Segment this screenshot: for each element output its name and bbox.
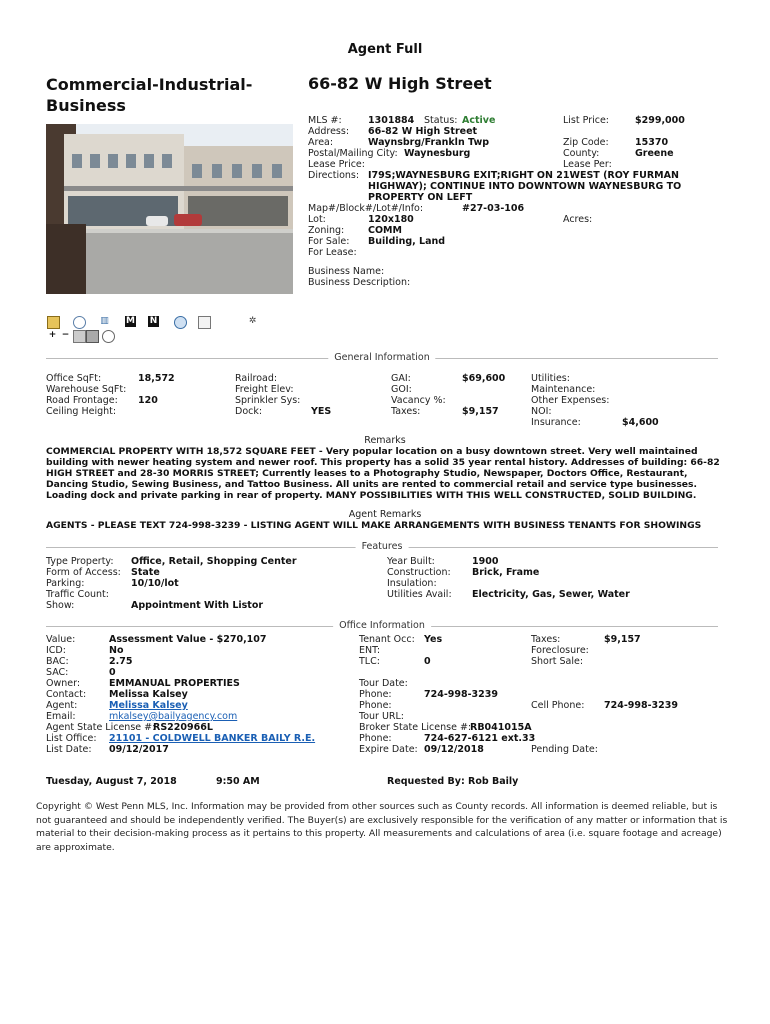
- globe-icon[interactable]: [174, 316, 187, 329]
- phone-1-label: Phone:: [359, 689, 392, 700]
- type-property-label: Type Property:: [46, 556, 114, 567]
- utilities-avail-value: Electricity, Gas, Sewer, Water: [472, 589, 630, 600]
- directions-line-3: PROPERTY ON LEFT: [368, 192, 473, 203]
- copyright-line-2: not guaranteed and should be independently verified. The Buyer(s) are exclusively responsible for the verification of any matter or information that is: [36, 814, 728, 826]
- email-label: Email:: [46, 711, 76, 722]
- gai-value: $69,600: [462, 373, 506, 384]
- form-of-access-value: State: [131, 567, 160, 578]
- tenant-occ-value: Yes: [424, 634, 443, 645]
- utilities-label: Utilities:: [531, 373, 570, 384]
- property-type-heading: Commercial-Industrial-Business: [46, 75, 253, 115]
- office-info-heading: Office Information: [333, 620, 431, 631]
- camera-icon[interactable]: [102, 330, 115, 343]
- acres-label: Acres:: [563, 214, 593, 225]
- expire-date-label: Expire Date:: [359, 744, 418, 755]
- county-label: County:: [563, 148, 600, 159]
- remarks-line-3: HIGH STREET and 28-30 MORRIS STREET; Currently leases to a Photography Studio, Newspaper, Doctors Office, Restaurant,: [46, 468, 688, 479]
- list-date-value: 09/12/2017: [109, 744, 169, 755]
- owner-label: Owner:: [46, 678, 81, 689]
- office-taxes-value: $9,157: [604, 634, 641, 645]
- remarks-line-1: COMMERCIAL PROPERTY WITH 18,572 SQUARE FEET - Very popular location on a busy downtown street. Very well maintained: [46, 446, 698, 457]
- office-taxes-label: Taxes:: [531, 634, 561, 645]
- bac-value: 2.75: [109, 656, 133, 667]
- parking-value: 10/10/lot: [131, 578, 179, 589]
- remarks-line-2: building with newer heating system and newer roof. This property has a solid 35 year rental history. Addresses of building: 66-82: [46, 457, 720, 468]
- remarks-line-5: Loading dock and private parking in rear of property. MANY POSSIBILITIES WITH THIS WELL CONSTRUCTED, SOLID BUILDING.: [46, 490, 697, 501]
- goi-label: GOI:: [391, 384, 412, 395]
- copyright-line-4: are approximate.: [36, 841, 115, 853]
- email-link[interactable]: mkalsey@bailyagency.com: [109, 711, 238, 722]
- agent-label: Agent:: [46, 700, 78, 711]
- agent-remarks-heading: Agent Remarks: [348, 509, 422, 520]
- railroad-label: Railroad:: [235, 373, 278, 384]
- copyright-line-1: Copyright © West Penn MLS, Inc. Information may be provided from other sources such as County records. All information is deemed reliable, but is: [36, 801, 718, 812]
- zoning-value: COMM: [368, 225, 402, 236]
- short-sale-label: Short Sale:: [531, 656, 584, 667]
- pending-date-label: Pending Date:: [531, 744, 598, 755]
- directions-label: Directions:: [308, 170, 360, 181]
- list-office-label: List Office:: [46, 733, 97, 744]
- parking-label: Parking:: [46, 578, 85, 589]
- lot-value: 120x180: [368, 214, 414, 225]
- mls-label: MLS #:: [308, 115, 342, 126]
- list-date-label: List Date:: [46, 744, 92, 755]
- list-office-link[interactable]: 21101 - COLDWELL BANKER BAILY R.E.: [109, 733, 316, 744]
- for-sale-value: Building, Land: [368, 236, 446, 247]
- agent-link[interactable]: Melissa Kalsey: [109, 700, 188, 711]
- insurance-value: $4,600: [622, 417, 659, 428]
- remarks-line-4: Dancing Studio, Sewing Business, and Tattoo Business. All units are rented to commercial retail and service type businesses.: [46, 479, 697, 490]
- bank-icon[interactable]: ▥: [100, 316, 109, 326]
- broker-license-value: RB041015A: [470, 722, 532, 733]
- features-divider: [46, 541, 718, 553]
- zip-value: 15370: [635, 137, 669, 148]
- features-heading: Features: [356, 541, 409, 552]
- year-built-label: Year Built:: [387, 556, 435, 567]
- copyright-notice: [36, 800, 736, 854]
- foreclosure-label: Foreclosure:: [531, 645, 589, 656]
- form-of-access-label: Form of Access:: [46, 567, 121, 578]
- business-desc-label: Business Description:: [308, 277, 411, 288]
- status-badge: Active: [462, 115, 496, 126]
- taxes-value: $9,157: [462, 406, 499, 417]
- utilities-avail-label: Utilities Avail:: [387, 589, 452, 600]
- chart-icon[interactable]: [73, 330, 86, 343]
- postal-label: Postal/Mailing City:: [308, 148, 398, 159]
- office-info-divider: [46, 620, 718, 632]
- owner-value: EMMANUAL PROPERTIES: [109, 678, 240, 689]
- for-lease-label: For Lease:: [308, 247, 357, 258]
- page-title: Agent Full: [347, 42, 423, 57]
- contact-value: Melissa Kalsey: [109, 689, 188, 700]
- icd-label: ICD:: [46, 645, 66, 656]
- other-expenses-label: Other Expenses:: [531, 395, 610, 406]
- remarks-heading: Remarks: [364, 435, 406, 446]
- area-label: Area:: [308, 137, 334, 148]
- office-sqft-value: 18,572: [138, 373, 175, 384]
- area-value: Waynsbrg/Frankln Twp: [368, 137, 490, 148]
- dock-label: Dock:: [235, 406, 263, 417]
- n-icon[interactable]: N: [149, 316, 158, 326]
- address-label: Address:: [308, 126, 350, 137]
- zoning-label: Zoning:: [308, 225, 345, 236]
- directions-line-1: I79S;WAYNESBURG EXIT;RIGHT ON 21WEST (ROY FURMAN: [368, 170, 679, 181]
- agent-remarks-text: AGENTS - PLEASE TEXT 724-998-3239 - LISTING AGENT WILL MAKE ARRANGEMENTS WITH BUSINESS TENANTS FOR SHOWINGS: [46, 520, 702, 531]
- m-icon[interactable]: M: [126, 316, 135, 326]
- broker-license-label: Broker State License #:: [359, 722, 472, 733]
- plus-icon[interactable]: +: [48, 330, 57, 340]
- address-value: 66-82 W High Street: [368, 126, 478, 137]
- traffic-count-label: Traffic Count:: [46, 589, 109, 600]
- freight-elev-label: Freight Elev:: [235, 384, 294, 395]
- construction-value: Brick, Frame: [472, 567, 540, 578]
- phone-3-value: 724-627-6121 ext.33: [424, 733, 536, 744]
- dock-value: YES: [311, 406, 332, 417]
- sac-label: SAC:: [46, 667, 69, 678]
- status-label: Status:: [424, 115, 458, 126]
- sac-value: 0: [109, 667, 116, 678]
- property-photo[interactable]: [46, 124, 293, 294]
- tour-url-label: Tour URL:: [359, 711, 404, 722]
- road-frontage-value: 120: [138, 395, 158, 406]
- construction-label: Construction:: [387, 567, 451, 578]
- clock-icon[interactable]: [73, 316, 86, 329]
- ceiling-height-label: Ceiling Height:: [46, 406, 117, 417]
- lease-per-label: Lease Per:: [563, 159, 612, 170]
- icd-value: No: [109, 645, 124, 656]
- lease-price-label: Lease Price:: [308, 159, 365, 170]
- gai-label: GAI:: [391, 373, 411, 384]
- map-label: Map#/Block#/Lot#/Info:: [308, 203, 424, 214]
- general-info-divider: [46, 352, 718, 364]
- phone-1-value: 724-998-3239: [424, 689, 498, 700]
- bac-label: BAC:: [46, 656, 69, 667]
- tlc-label: TLC:: [359, 656, 380, 667]
- contact-label: Contact:: [46, 689, 87, 700]
- insulation-label: Insulation:: [387, 578, 437, 589]
- calculator-icon[interactable]: [86, 330, 99, 343]
- maintenance-label: Maintenance:: [531, 384, 596, 395]
- directions-line-2: HIGHWAY); CONTINUE INTO DOWNTOWN WAYNESBURG TO: [368, 181, 682, 192]
- copyright-line-3: material to their decision-making process as it pertains to this property. All measurements and calculations of area (i.e. square footage and acreage): [36, 828, 722, 839]
- road-frontage-label: Road Frontage:: [46, 395, 118, 406]
- business-name-label: Business Name:: [308, 266, 385, 277]
- minus-icon[interactable]: −: [61, 330, 70, 340]
- tenant-occ-label: Tenant Occ:: [359, 634, 415, 645]
- cell-phone-value: 724-998-3239: [604, 700, 678, 711]
- vacancy-label: Vacancy %:: [391, 395, 446, 406]
- agent-license-label: Agent State License #:: [46, 722, 156, 733]
- noi-label: NOI:: [531, 406, 552, 417]
- insurance-label: Insurance:: [531, 417, 581, 428]
- office-sqft-label: Office SqFt:: [46, 373, 102, 384]
- mls-number: 1301884: [368, 115, 415, 126]
- warehouse-sqft-label: Warehouse SqFt:: [46, 384, 127, 395]
- value-value: Assessment Value - $270,107: [109, 634, 267, 645]
- footer-date: Tuesday, August 7, 2018: [46, 776, 177, 787]
- address-heading: 66-82 W High Street: [308, 74, 492, 93]
- cell-phone-label: Cell Phone:: [531, 700, 585, 711]
- sprinkler-label: Sprinkler Sys:: [235, 395, 301, 406]
- tour-date-label: Tour Date:: [359, 678, 408, 689]
- county-value: Greene: [635, 148, 674, 159]
- list-price: $299,000: [635, 115, 685, 126]
- for-sale-label: For Sale:: [308, 236, 350, 247]
- ent-label: ENT:: [359, 645, 381, 656]
- copy-icon[interactable]: [198, 316, 211, 329]
- show-label: Show:: [46, 600, 75, 611]
- agent-license-value: RS220966L: [153, 722, 213, 733]
- footer-time: 9:50 AM: [216, 776, 260, 787]
- footer-requested-by: Requested By: Rob Baily: [387, 776, 519, 787]
- taxes-label: Taxes:: [391, 406, 421, 417]
- phone-2-label: Phone:: [359, 700, 392, 711]
- document-icon[interactable]: [47, 316, 60, 329]
- phone-3-label: Phone:: [359, 733, 392, 744]
- lot-label: Lot:: [308, 214, 326, 225]
- zip-label: Zip Code:: [563, 137, 609, 148]
- show-value: Appointment With Listor: [131, 600, 264, 611]
- year-built-value: 1900: [472, 556, 499, 567]
- map-value: #27-03-106: [462, 203, 525, 214]
- type-property-value: Office, Retail, Shopping Center: [131, 556, 297, 567]
- general-info-heading: General Information: [328, 352, 435, 363]
- gear-icon[interactable]: ✲: [248, 316, 257, 326]
- expire-date-value: 09/12/2018: [424, 744, 484, 755]
- list-price-label: List Price:: [563, 115, 610, 126]
- value-label: Value:: [46, 634, 76, 645]
- tlc-value: 0: [424, 656, 431, 667]
- postal-value: Waynesburg: [404, 148, 471, 159]
